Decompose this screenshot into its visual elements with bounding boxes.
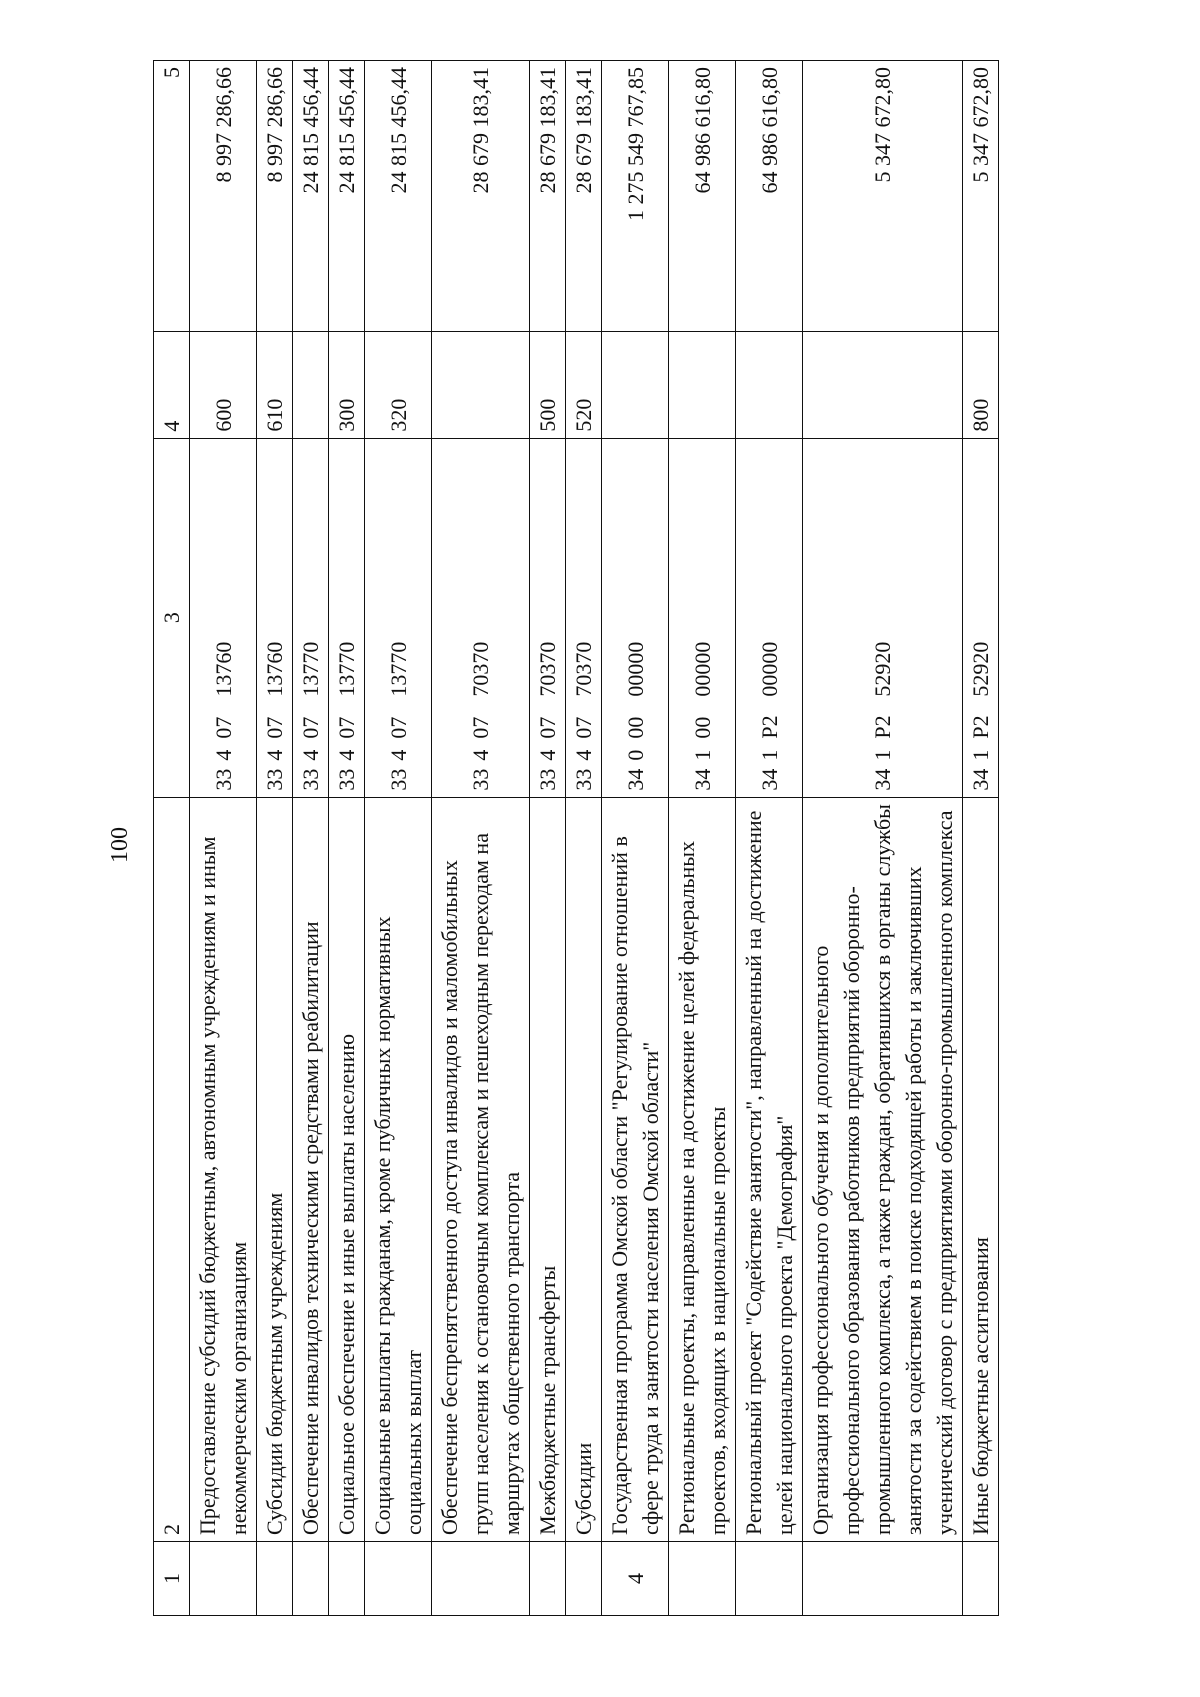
row-code [566,438,602,797]
row-number [293,1542,329,1616]
code-part: 07 [468,716,493,739]
table-row [257,61,293,1616]
code-part: 52920 [870,641,895,697]
row-code [530,438,566,797]
code-part: 00000 [756,641,782,697]
row-code [365,438,432,797]
code-part: 33 [298,768,323,791]
table-row [432,61,530,1616]
row-expense-type [293,332,329,438]
code-part: 52920 [968,641,993,697]
code-part: P2 [756,715,782,739]
row-number [963,1542,999,1616]
code-part: 07 [262,716,287,739]
table-row [602,61,669,1616]
rotated-table-frame [153,60,1095,1616]
row-name: Предоставление субсидий бюджетным, автономным учреждениям и иным некоммерческим организациям [190,797,257,1541]
code-part: 00 [622,716,648,739]
code-part: 33 [571,768,596,791]
row-code [190,438,257,797]
table-row [190,61,257,1616]
code-part: 33 [385,768,411,791]
header-col-1: 1 [154,1542,190,1616]
row-name: Региональный проект "Содействие занятости", направленный на достижение целей национального проекта "Демография" [736,797,803,1541]
table-row [566,61,602,1616]
row-number [190,1542,257,1616]
table-body [190,61,999,1616]
code-part: 70370 [571,641,596,697]
code-part: 70370 [468,641,493,697]
row-name: Субсидии [566,797,602,1541]
row-expense-type [602,332,669,438]
row-expense-type: 500 [530,332,566,438]
row-code [293,438,329,797]
code-part: 33 [262,768,287,791]
code-part: 1 [756,749,782,761]
row-amount: 64 986 616,80 [669,61,736,332]
row-code [803,438,963,797]
row-expense-type: 610 [257,332,293,438]
code-part: 4 [334,749,359,761]
table-row [365,61,432,1616]
header-col-2: 2 [154,797,190,1541]
row-number [432,1542,530,1616]
code-part: 07 [535,716,560,739]
code-part: 34 [870,768,895,791]
row-expense-type [432,332,530,438]
table-header-row [154,61,190,1616]
budget-table [153,60,999,1616]
row-expense-type [736,332,803,438]
row-expense-type [803,332,963,438]
row-number [329,1542,365,1616]
header-col-5: 5 [154,61,190,332]
row-amount: 28 679 183,41 [432,61,530,332]
row-expense-type [669,332,736,438]
table-row [329,61,365,1616]
code-part: 0 [622,749,648,761]
row-name: Межбюджетные трансферты [530,797,566,1541]
row-amount: 1 275 549 767,85 [602,61,669,332]
code-part: 33 [334,768,359,791]
code-part: 13760 [210,641,236,697]
row-amount: 8 997 286,66 [190,61,257,332]
code-part: 34 [622,768,648,791]
row-expense-type: 300 [329,332,365,438]
code-part: 4 [571,749,596,761]
table-row [803,61,963,1616]
table-row [669,61,736,1616]
row-amount: 24 815 456,44 [365,61,432,332]
code-part: 13770 [298,641,323,697]
code-part: 34 [756,768,782,791]
row-number [257,1542,293,1616]
row-number [566,1542,602,1616]
code-part: 13770 [334,641,359,697]
row-amount: 24 815 456,44 [329,61,365,332]
row-code [963,438,999,797]
row-name: Субсидии бюджетным учреждениям [257,797,293,1541]
code-part: 4 [298,749,323,761]
code-part: 07 [298,716,323,739]
code-part: 00 [689,716,715,739]
code-part: 07 [210,716,236,739]
row-number: 4 [602,1542,669,1616]
row-expense-type: 320 [365,332,432,438]
row-amount: 28 679 183,41 [530,61,566,332]
code-part: 1 [968,749,993,761]
code-part: 4 [468,749,493,761]
row-name: Социальные выплаты гражданам, кроме публичных нормативных социальных выплат [365,797,432,1541]
row-number [669,1542,736,1616]
row-amount: 8 997 286,66 [257,61,293,332]
code-part: 00000 [689,641,715,697]
row-code [736,438,803,797]
code-part: 13760 [262,641,287,697]
row-expense-type: 600 [190,332,257,438]
row-name: Обеспечение беспрепятственного доступа инвалидов и маломобильных групп населения к остановочным комплексам и пешеходным переходам на маршрутах общественного транспорта [432,797,530,1541]
code-part: 33 [535,768,560,791]
code-part: 00000 [622,641,648,697]
code-part: P2 [968,715,993,739]
code-part: 33 [210,768,236,791]
row-expense-type: 520 [566,332,602,438]
code-part: 34 [689,768,715,791]
row-amount: 5 347 672,80 [963,61,999,332]
row-code [257,438,293,797]
code-part: 07 [571,716,596,739]
table-row [963,61,999,1616]
code-part: 1 [689,749,715,761]
row-number [530,1542,566,1616]
code-part: 4 [535,749,560,761]
header-col-4: 4 [154,332,190,438]
row-amount: 5 347 672,80 [803,61,963,332]
row-expense-type: 800 [963,332,999,438]
header-col-3: 3 [154,438,190,797]
code-part: 07 [334,716,359,739]
code-part: 13770 [385,641,411,697]
row-name: Региональные проекты, направленные на достижение целей федеральных проектов, входящих в национальные проекты [669,797,736,1541]
row-code [432,438,530,797]
page-number: 100 [107,827,133,863]
row-number [736,1542,803,1616]
row-name: Социальное обеспечение и иные выплаты населению [329,797,365,1541]
code-part: 4 [262,749,287,761]
table-row [530,61,566,1616]
row-amount: 24 815 456,44 [293,61,329,332]
row-amount: 64 986 616,80 [736,61,803,332]
budget-table-container [153,60,1095,1616]
code-part: 4 [385,749,411,761]
row-name: Государственная программа Омской области "Регулирование отношений в сфере труда и занятости населения Омской области" [602,797,669,1541]
row-name: Обеспечение инвалидов техническими средствами реабилитации [293,797,329,1541]
row-name: Иные бюджетные ассигнования [963,797,999,1541]
row-code [329,438,365,797]
code-part: P2 [870,715,895,739]
row-code [669,438,736,797]
code-part: 07 [385,716,411,739]
row-number [803,1542,963,1616]
code-part: 4 [210,749,236,761]
code-part: 33 [468,768,493,791]
row-name: Организация профессионального обучения и дополнительного профессионального образования работников предприятий оборонно-промышленного комплекса, а также граждан, обратившихся в органы службы занятости за содействием в поиске подходящей работы и заключивших ученический договор с предприятиями оборонно-промышленного комплекса [803,797,963,1541]
code-part: 70370 [535,641,560,697]
row-number [365,1542,432,1616]
code-part: 1 [870,749,895,761]
table-row [293,61,329,1616]
code-part: 34 [968,768,993,791]
row-code [602,438,669,797]
table-row [736,61,803,1616]
row-amount: 28 679 183,41 [566,61,602,332]
